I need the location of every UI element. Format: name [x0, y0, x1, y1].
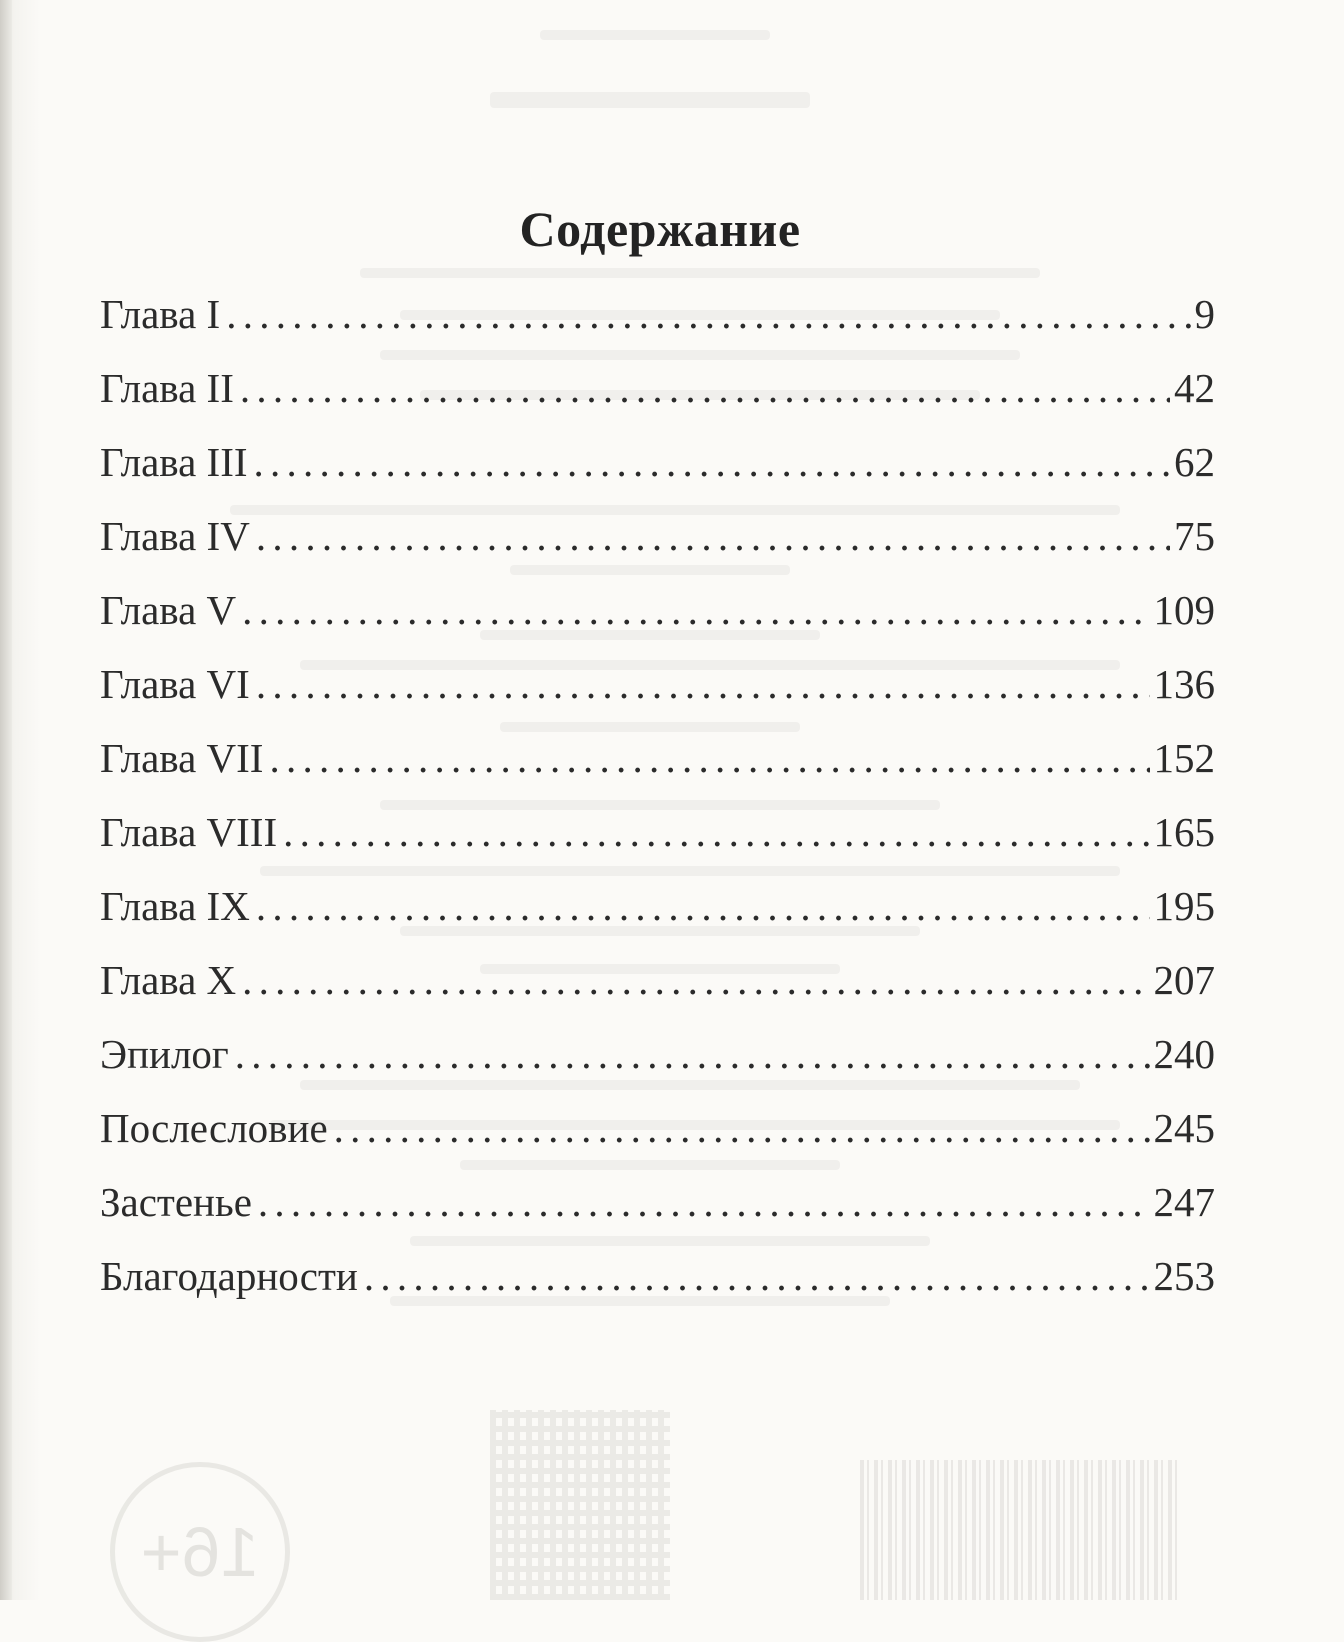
bleed-through-barcode [860, 1460, 1180, 1600]
toc-dot-leader [256, 882, 1150, 930]
toc-dot-leader [242, 586, 1149, 634]
toc-entry-page-number: 207 [1153, 957, 1215, 1003]
toc-entry-label: Благодарности [100, 1253, 358, 1299]
toc-list [100, 290, 1215, 1326]
toc-entry-page-number: 62 [1174, 439, 1215, 485]
toc-entry [100, 290, 1215, 364]
toc-dot-leader [254, 438, 1170, 486]
toc-entry [100, 956, 1215, 1030]
toc-entry-label: Глава IX [100, 883, 250, 929]
toc-dot-leader [269, 734, 1149, 782]
toc-entry-page-number: 9 [1194, 291, 1215, 337]
toc-entry-label: Глава I [100, 291, 221, 337]
toc-entry [100, 734, 1215, 808]
toc-dot-leader [334, 1104, 1150, 1152]
toc-entry-page-number: 165 [1153, 809, 1215, 855]
toc-entry [100, 586, 1215, 660]
toc-dot-leader [283, 808, 1149, 856]
toc-entry-label: Глава VII [100, 735, 264, 781]
toc-entry [100, 512, 1215, 586]
toc-entry [100, 1030, 1215, 1104]
toc-entry-label: Глава X [100, 957, 237, 1003]
toc-entry-label: Застенье [100, 1179, 252, 1225]
toc-entry-page-number: 247 [1153, 1179, 1215, 1225]
toc-dot-leader [240, 364, 1170, 412]
toc-entry-page-number: 240 [1153, 1031, 1215, 1077]
toc-entry-label: Глава VI [100, 661, 250, 707]
toc-entry-label: Глава III [100, 439, 248, 485]
toc-dot-leader [242, 956, 1149, 1004]
toc-entry [100, 1252, 1215, 1326]
toc-entry [100, 660, 1215, 734]
bleed-through-qr-code [490, 1410, 670, 1600]
toc-entry-label: Глава IV [100, 513, 250, 559]
bleed-through-author [540, 30, 770, 40]
toc-entry-page-number: 245 [1153, 1105, 1215, 1151]
toc-heading: Содержание [519, 201, 801, 257]
bleed-through-book-title [490, 92, 810, 108]
toc-entry-page-number: 109 [1153, 587, 1215, 633]
toc-entry-page-number: 42 [1174, 365, 1215, 411]
toc-dot-leader [256, 660, 1150, 708]
toc-dot-leader [258, 1178, 1150, 1226]
toc-entry [100, 438, 1215, 512]
toc-entry [100, 1104, 1215, 1178]
toc-entry-label: Глава II [100, 365, 234, 411]
toc-entry-page-number: 136 [1153, 661, 1215, 707]
toc-entry-label: Глава V [100, 587, 237, 633]
toc-entry-page-number: 253 [1153, 1253, 1215, 1299]
toc-entry-label: Послесловие [100, 1105, 328, 1151]
bleed-through-line [360, 268, 1040, 278]
bleed-through-age-rating-badge: 16+ [110, 1462, 290, 1642]
toc-dot-leader [226, 290, 1190, 338]
toc-entry-label: Глава VIII [100, 809, 278, 855]
toc-dot-leader [256, 512, 1170, 560]
toc-entry-page-number: 195 [1153, 883, 1215, 929]
toc-entry [100, 882, 1215, 956]
toc-entry-page-number: 152 [1153, 735, 1215, 781]
toc-entry [100, 1178, 1215, 1252]
toc-entry-label: Эпилог [100, 1031, 229, 1077]
toc-dot-leader [235, 1030, 1150, 1078]
toc-entry [100, 808, 1215, 882]
toc-entry-page-number: 75 [1174, 513, 1215, 559]
toc-entry [100, 364, 1215, 438]
toc-dot-leader [364, 1252, 1150, 1300]
